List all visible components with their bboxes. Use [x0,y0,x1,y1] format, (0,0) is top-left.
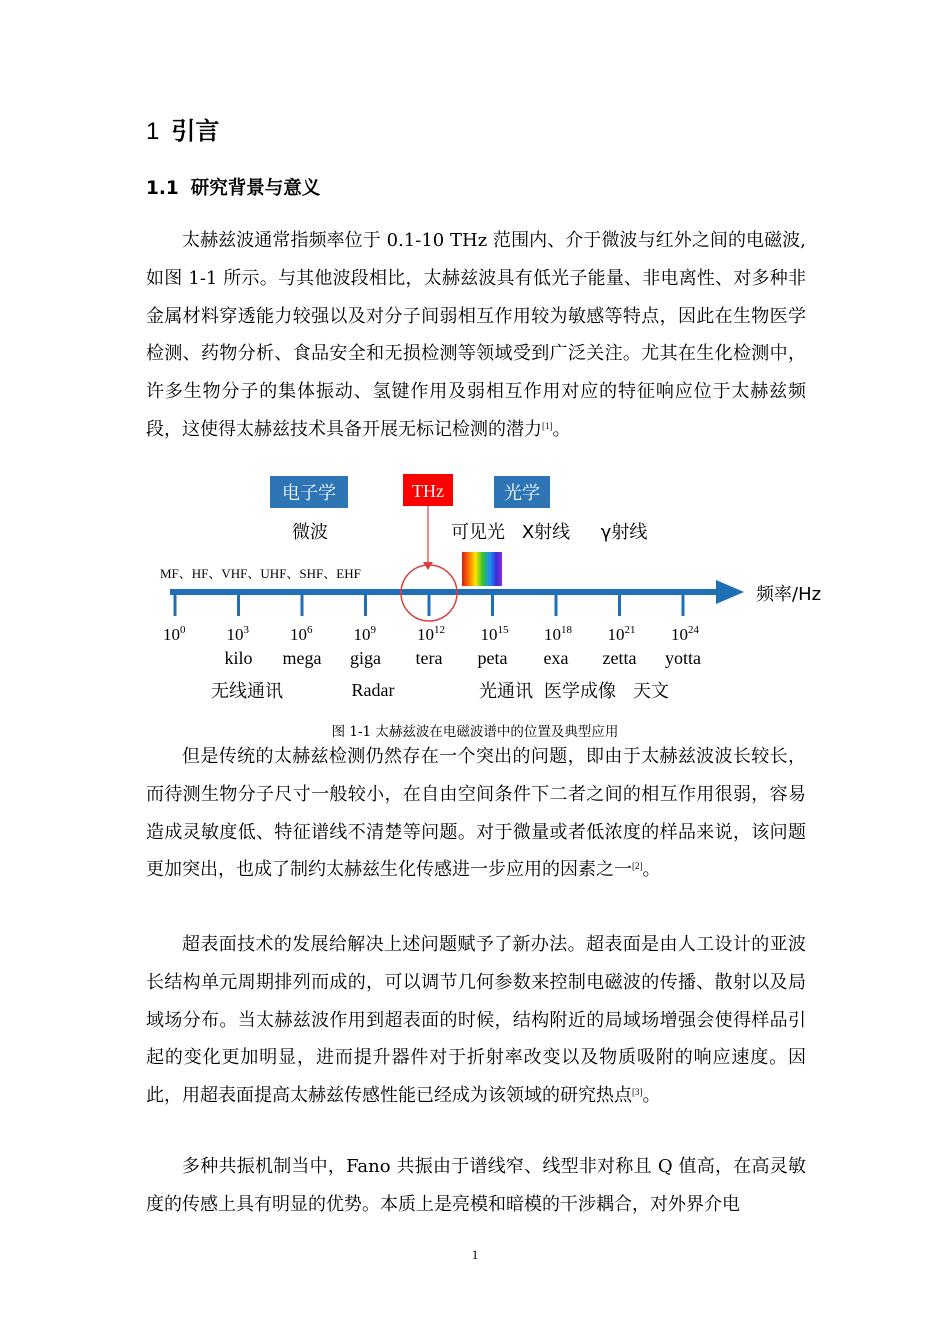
app-medical-imaging: 医学成像 [544,681,616,702]
tick-label: $10^{24}$ [671,624,699,644]
frequency-axis-arrowhead [716,580,744,604]
radio-bands-label: MF、HF、VHF、UHF、SHF、EHF [160,566,361,581]
tick-label: $10^{12}$ [417,624,445,644]
thz-label: THz [412,481,444,501]
microwave-label: 微波 [292,522,328,543]
paragraph-1: 太赫兹波通常指频率位于 0.1-10 THz 范围内、介于微波与红外之间的电磁波,如图 1-1 所示。与其他波段相比，太赫兹波具有低光子能量、非电离性、对多种非金属材料穿透能力较强以及对分子间弱相互作用较为敏感等特点，因此在生物医学检测、药物分析、食品安全和无损检测等领域受到广泛关注。尤其在生化检测中，许多生物分子的集体振动、氢键作用及弱相互作用对应的特征响应位于太赫兹频段，这使得太赫兹技术具备开展无标记检测的潜力[1]。 [146,230,806,440]
paragraph-2: 但是传统的太赫兹检测仍然存在一个突出的问题，即由于太赫兹波波长较长，而待测生物分子尺寸一般较小，在自由空间条件下二者之间的相互作用很弱，容易造成灵敏度低、特征谱线不清楚等问题。对于微量或者低浓度的样品来说，该问题更加突出，也成了制约太赫兹生化传感进一步应用的因素之一[2]。 [146,746,806,881]
si-prefix-label: giga [350,648,381,668]
figure-caption: 图 1-1 太赫兹波在电磁波谱中的位置及典型应用 [331,724,619,740]
tick-label: $10^3$ [226,624,249,644]
si-prefix-label: exa [543,648,569,668]
section-title: 研究背景与意义 [190,178,321,199]
chapter-title: 引言 [171,117,220,145]
tick-label: $10^{21}$ [607,624,636,644]
thz-box [403,474,453,506]
si-prefix-label: mega [282,648,322,668]
app-radar: Radar [351,680,395,700]
optics-label: 光学 [504,483,540,504]
electronics-label: 电子学 [282,483,336,504]
paragraph-3: 超表面技术的发展给解决上述问题赋予了新办法。超表面是由人工设计的亚波长结构单元周期排列而成的，可以调节几何参数来控制电磁波的传播、散射以及局域场分布。当太赫兹波作用到超表面的时候，结构附近的局域场增强会使得样品引起的变化更加明显，进而提升器件对于折射率改变以及物质吸附的响应速度。因此，用超表面提高太赫兹传感性能已经成为该领域的研究热点[3]。 [146,934,806,1107]
section-number: 1.1 [146,178,179,199]
section-heading [146,174,320,204]
tick-label: $10^6$ [290,624,313,644]
tick-label: $10^{18}$ [544,624,572,644]
axis-ticks [163,592,701,668]
si-prefix-label: tera [415,648,443,668]
citation-3[interactable]: [3] [632,1087,643,1098]
tick-label: $10^{15}$ [480,624,509,644]
si-prefix-label: peta [477,648,508,668]
em-spectrum-figure [0,460,950,730]
si-prefix-label: zetta [602,648,637,668]
app-optical-comm: 光通讯 [479,681,533,702]
frequency-axis-label: 频率/Hz [756,584,822,605]
paragraph-4: 多种共振机制当中，Fano 共振由于谱线窄、线型非对称且 Q 值高，在高灵敏度的传感上具有明显的优势。本质上是亮模和暗模的干涉耦合，对外界介电 [146,1156,806,1215]
xray-label: X射线 [521,522,571,543]
visible-spectrum-strip [462,552,502,586]
citation-2[interactable]: [2] [632,861,643,872]
page-number: 1 [471,1247,479,1262]
chapter-heading [146,114,219,149]
si-prefix-label: kilo [224,648,253,668]
optics-box [494,476,550,508]
citation-1[interactable]: [1] [542,420,553,431]
visible-label: 可见光 [451,522,505,543]
app-astronomy: 天文 [633,681,669,702]
tick-label: $10^9$ [353,624,376,644]
electronics-box [270,476,348,508]
app-wireless: 无线通讯 [211,681,283,702]
tick-label: $10^0$ [163,624,186,644]
gamma-label: γ射线 [600,522,648,543]
si-prefix-label: yotta [665,648,701,668]
chapter-number: 1 [146,118,160,145]
